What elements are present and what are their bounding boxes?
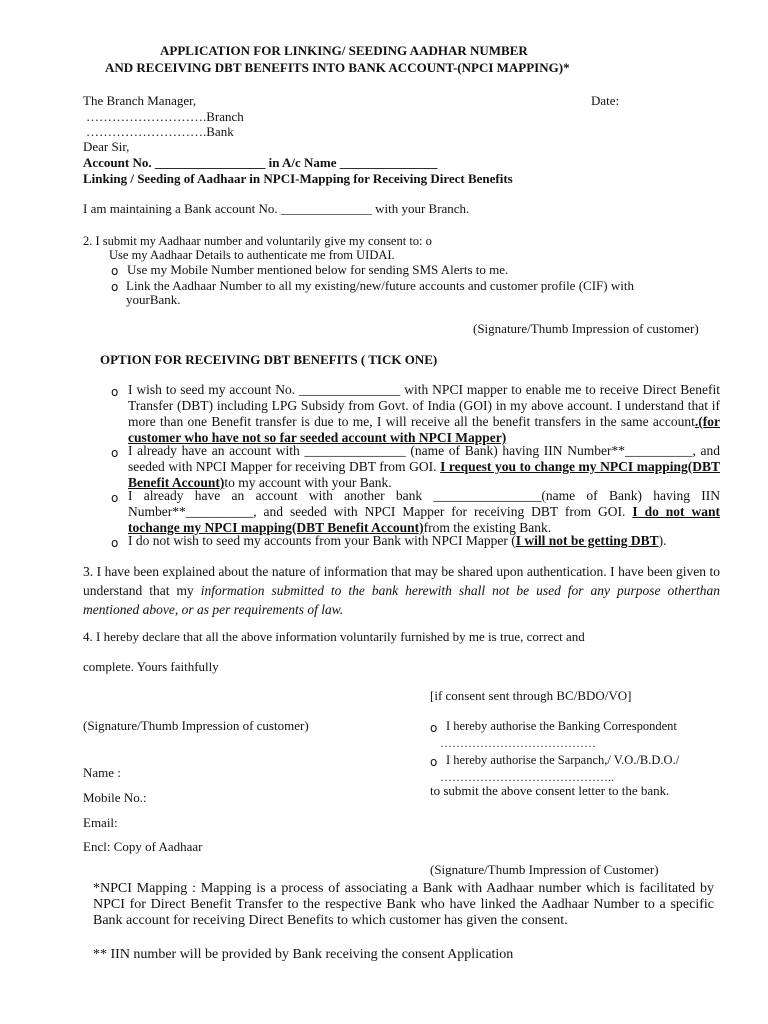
option-4-no-dbt: I will not be getting DBT [515,533,659,548]
option-2 [128,443,720,491]
para2-intro: 2. I submit my Aadhaar number and voluntarily give my consent to: o [83,234,432,248]
checkbox-bullet-icon[interactable]: o [111,536,119,550]
maintaining-line: I am maintaining a Bank account No. ______________ with your Branch. [83,201,470,216]
signature-customer-1: (Signature/Thumb Impression of customer) [473,321,699,336]
para2-item-3b: yourBank. [126,292,181,307]
option-4-text: I do not wish to seed my accounts from your Bank with NPCI Mapper ( [128,533,516,548]
option-heading: OPTION FOR RECEIVING DBT BENEFITS ( TICK ONE) [100,352,438,367]
addressee: The Branch Manager, [83,93,197,108]
name-label: Name : [83,765,121,780]
consent-item-1-dots: ………………………………… [440,736,596,750]
enclosure-label: Encl: Copy of Aadhaar [83,839,203,854]
option-2-request: I request you to change my NPCI mapping(DBT Benefit Account) [128,459,720,490]
footnote-npci: *NPCI Mapping : Mapping is a process of associating a Bank with Aadhaar number which is facilitated by NPCI for Direct Benefit Transfer to the respective Bank who have linked the Aadhaar Number to a specific Bank account for receiving Direct Benefits to which customer has given the consent. [93,881,714,928]
checkbox-bullet-icon[interactable]: o [111,385,119,399]
consent-header: [if consent sent through BC/BDO/VO] [430,688,632,703]
option-1-text: I wish to seed my account No. _______________ with NPCI mapper to enable me to receive Direct Benefit Transfer (DBT) including LPG Subsidy from Govt. of India (GOI) in my above account. I understand that if more than one Benefit transfer is due to me, I will receive all the benefit transfers in the same account [128,382,720,429]
para-4-line-1: 4. I hereby declare that all the above information voluntarily furnished by me is true, correct and [83,629,585,644]
bullet-icon: o [111,280,119,294]
bullet-icon: o [111,264,119,278]
email-label: Email: [83,815,118,830]
para-3-italic: information submitted to the bank herewith shall not be used for any purpose otherthan mentioned above, or as per requirements of law. [83,583,721,617]
para-4-line-2: complete. Yours faithfully [83,659,219,674]
option-4 [128,533,666,549]
bank-line [86,124,234,140]
branch-line [86,109,244,125]
title-line-2: AND RECEIVING DBT BENEFITS INTO BANK ACCOUNT-(NPCI MAPPING)* [105,60,570,75]
option-1 [128,382,720,446]
salutation: Dear Sir, [83,139,130,154]
option-4-tail: ). [658,533,667,548]
para2-item-3a: Link the Aadhaar Number to all my existing/new/future accounts and customer profile (CIF) with [126,278,634,293]
option-3 [128,488,720,536]
consent-item-1: I hereby authorise the Banking Correspondent [446,719,677,733]
date-label: Date: [591,93,620,108]
para2-item-2: Use my Mobile Number mentioned below for sending SMS Alerts to me. [127,262,509,277]
title-line-1: APPLICATION FOR LINKING/ SEEDING AADHAR NUMBER [160,43,528,58]
option-3-text: I already have an account with another bank ________________(name of Bank) having IIN Number**__________, and seeded with NPCI Mapper for receiving DBT from GOI. [128,488,720,519]
option-3-tail: from the existing Bank. [423,520,552,535]
option-2-tail: to my account with your Bank. [224,475,392,490]
bullet-icon: o [430,755,438,769]
consent-item-2: I hereby authorise the Sarpanch,/ V.O./B.D.O./ [446,753,680,767]
para2-item-1: Use my Aadhaar Details to authenticate me from UIDAI. [109,248,395,262]
consent-item-2-dots: …………………………………….. [440,770,614,784]
consent-footer: to submit the above consent letter to the bank. [430,783,670,798]
footnote-iin: ** IIN number will be provided by Bank receiving the consent Application [93,947,514,962]
signature-customer-3: (Signature/Thumb Impression of Customer) [430,862,659,877]
branch-label: Branch [206,109,244,124]
bank-label: Bank [206,124,234,139]
subject-line: Linking / Seeding of Aadhaar in NPCI-Mapping for Receiving Direct Benefits [83,171,513,186]
para-3-text: 3. I have been explained about the nature of information that may be shared upon authentication. I have been given to understand that my [83,564,720,598]
account-line: Account No. _________________ in A/c Name _______________ [83,155,438,170]
option-3-no-change: I do not want tochange my NPCI mapping(DBT Benefit Account) [128,504,720,535]
option-1-note: .(for customer who have not so far seeded account with NPCI Mapper) [128,414,720,445]
option-2-text: I already have an account with _______________ (name of Bank) having IIN Number**__________, and seeded with NPCI Mapper for receiving DBT from GOI. [128,443,720,474]
mobile-label: Mobile No.: [83,790,147,805]
checkbox-bullet-icon[interactable]: o [111,491,119,505]
bullet-icon: o [430,721,438,735]
signature-customer-2: (Signature/Thumb Impression of customer) [83,718,309,733]
branch-dots: ………………………. [86,109,207,124]
bank-dots: ………………………. [86,124,207,139]
para-3 [83,562,720,619]
checkbox-bullet-icon[interactable]: o [111,446,119,460]
